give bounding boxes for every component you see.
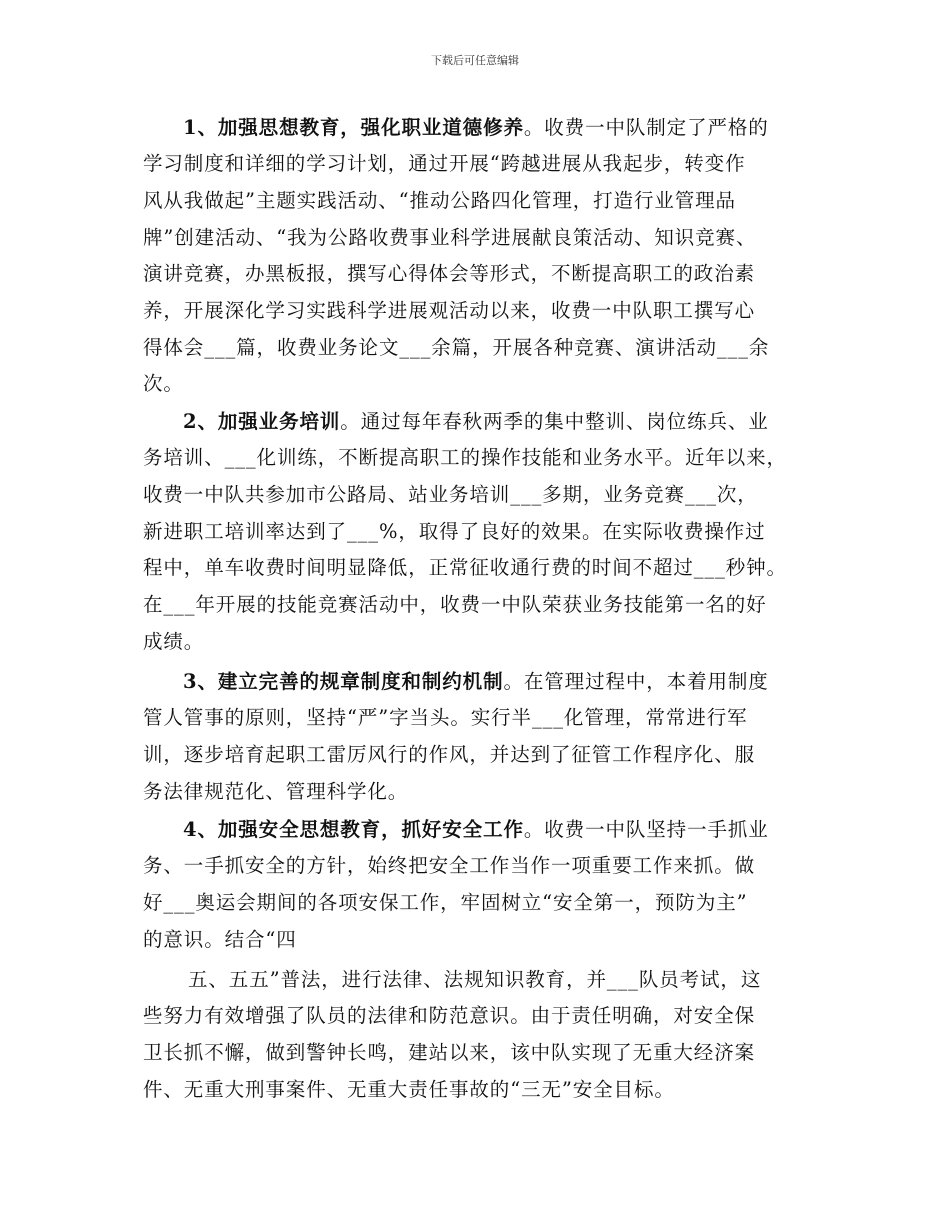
paragraph-2-line-6: 在___年开展的技能竞赛活动中，收费一中队荣获业务技能第一名的好 bbox=[143, 593, 767, 616]
paragraph-5-line-1: 五、五五”普法，进行法律、法规知识教育，并___队员考试，这 bbox=[188, 968, 762, 991]
paragraph-5-line-2: 些努力有效增强了队员的法律和防范意识。由于责任明确，对安全保 bbox=[143, 1004, 756, 1027]
paragraph-2-line-2: 务培训、___化训练，不断提高职工的操作技能和业务水平。近年以来， bbox=[143, 446, 787, 469]
page-header: 下载后可任意编辑 bbox=[431, 54, 519, 67]
paragraph-1-line-1 bbox=[183, 116, 769, 140]
paragraph-2-text: 。通过每年春秋两季的集中整训、岗位练兵、业 bbox=[340, 410, 769, 433]
paragraph-5-line-3: 卫长抓不懈，做到警钟长鸣，建站以来，该中队实现了无重大经济案 bbox=[143, 1041, 756, 1064]
paragraph-4-line-3: 好___奥运会期间的各项安保工作，牢固树立“安全第一，预防为主” bbox=[143, 891, 748, 914]
paragraph-1-line-4: 牌”创建活动、“我为公路收费事业科学进展献良策活动、知识竞赛、 bbox=[143, 226, 757, 249]
paragraph-3-text: 。在管理过程中，本着用制度 bbox=[503, 670, 769, 693]
paragraph-1-line-6: 养，开展深化学习实践科学进展观活动以来，收费一中队职工撰写心 bbox=[143, 299, 756, 322]
paragraph-2-line-7: 成绩。 bbox=[143, 630, 205, 653]
paragraph-3-line-1 bbox=[183, 670, 769, 694]
paragraph-2-line-3: 收费一中队共参加市公路局、站业务培训___多期，业务竞赛___次， bbox=[143, 483, 758, 506]
paragraph-2-heading: 2、加强业务培训 bbox=[183, 410, 341, 433]
paragraph-1-line-5: 演讲竞赛，办黑板报，撰写心得体会等形式，不断提高职工的政治素 bbox=[143, 262, 756, 285]
paragraph-4-line-2: 务、一手抓安全的方针，始终把安全工作当作一项重要工作来抓。做 bbox=[143, 854, 756, 877]
paragraph-2-line-4: 新进职工培训率达到了___%，取得了良好的效果。在实际收费操作过 bbox=[143, 520, 766, 543]
paragraph-3-heading: 3、建立完善的规章制度和制约机制 bbox=[183, 670, 504, 693]
paragraph-2-line-5: 程中，单车收费时间明显降低，正常征收通行费的时间不超过___秒钟。 bbox=[143, 556, 787, 579]
paragraph-1-line-3: 风从我做起”主题实践活动、“推动公路四化管理，打造行业管理品 bbox=[143, 189, 736, 212]
paragraph-1-text: 。收费一中队制定了严格的 bbox=[523, 116, 769, 139]
paragraph-3-line-3: 训，逐步培育起职工雷厉风行的作风，并达到了征管工作程序化、服 bbox=[143, 743, 756, 766]
paragraph-1-line-2: 学习制度和详细的学习计划，通过开展“跨越进展从我起步，转变作 bbox=[143, 152, 746, 175]
paragraph-1-line-7: 得体会___篇，收费业务论文___余篇，开展各种竞赛、演讲活动___余 bbox=[143, 336, 770, 359]
paragraph-2-line-1 bbox=[183, 410, 769, 434]
paragraph-5-line-4: 件、无重大刑事案件、无重大责任事故的“三无”安全目标。 bbox=[143, 1078, 675, 1101]
paragraph-1-heading: 1、加强思想教育，强化职业道德修养 bbox=[183, 116, 524, 139]
paragraph-4-line-4: 的意识。结合“四 bbox=[143, 928, 297, 951]
paragraph-3-line-2: 管人管事的原则，坚持“严”字当头。实行半___化管理，常常进行军 bbox=[143, 706, 748, 729]
paragraph-3-line-4: 务法律规范化、管理科学化。 bbox=[143, 780, 409, 803]
paragraph-4-line-1 bbox=[183, 818, 769, 842]
paragraph-4-heading: 4、加强安全思想教育，抓好安全工作 bbox=[183, 818, 524, 841]
paragraph-1-line-8: 次。 bbox=[143, 372, 184, 395]
paragraph-4-text: 。收费一中队坚持一手抓业 bbox=[523, 818, 769, 841]
